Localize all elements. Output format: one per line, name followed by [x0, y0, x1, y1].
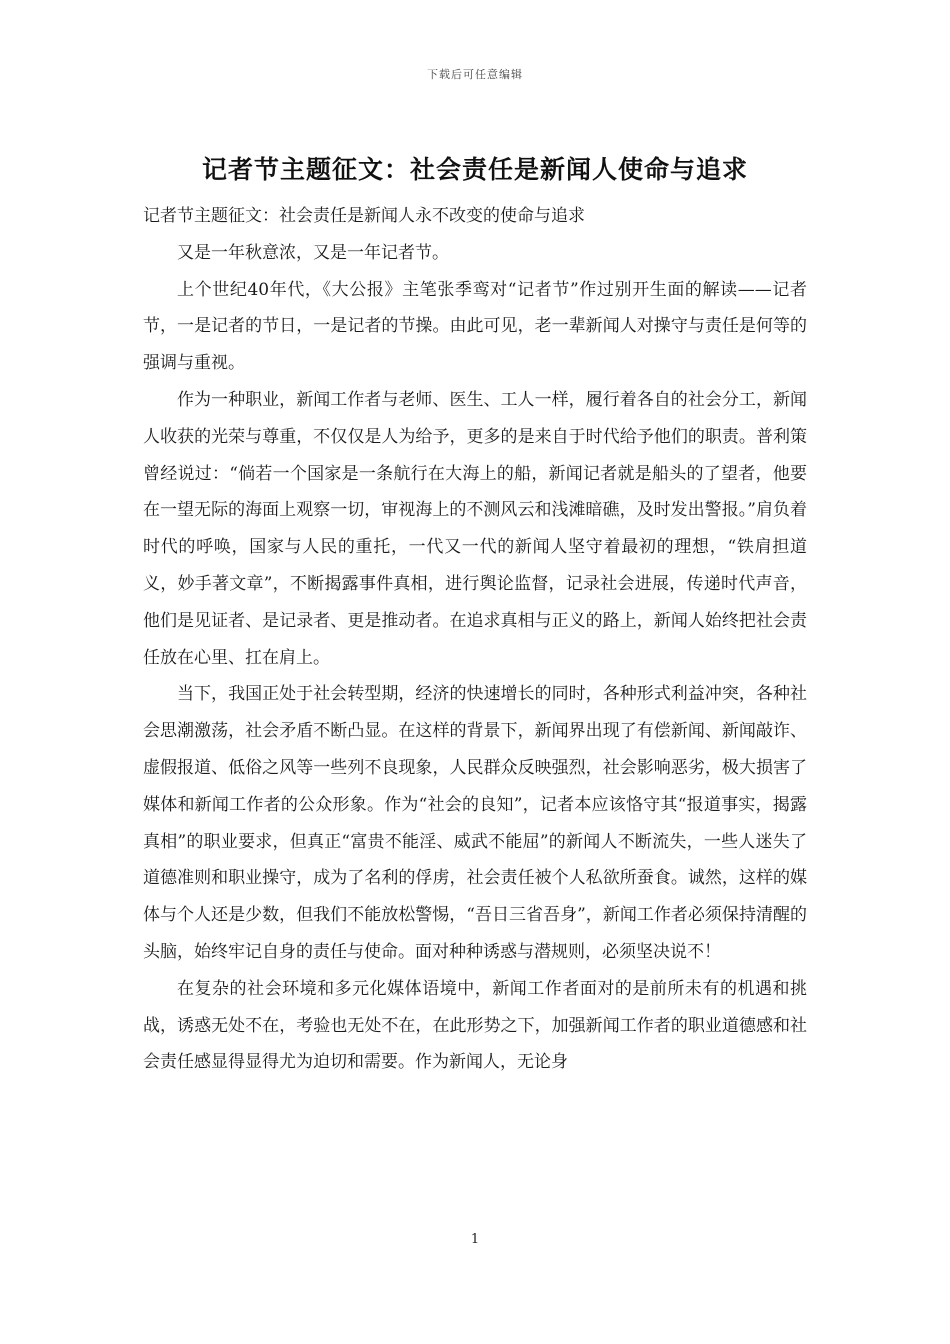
- paragraph-4: 当下，我国正处于社会转型期，经济的快速增长的同时，各种形式利益冲突，各种社会思潮激荡，社会矛盾不断凸显。在这样的背景下，新闻界出现了有偿新闻、新闻敲诈、虚假报道、低俗之风等一些列不良现象，人民群众反映强烈，社会影响恶劣，极大损害了媒体和新闻工作者的公众形象。作为“社会的良知”，记者本应该恪守其“报道事实，揭露真相”的职业要求，但真正“富贵不能淫、威武不能屈”的新闻人不断流失，一些人迷失了道德准则和职业操守，成为了名利的俘虏，社会责任被个人私欲所蚕食。诚然，这样的媒体与个人还是少数，但我们不能放松警惕，“吾日三省吾身”，新闻工作者必须保持清醒的头脑，始终牢记自身的责任与使命。面对种种诱惑与潜规则，必须坚决说不！: [143, 684, 807, 962]
- document-title: 记者节主题征文：社会责任是新闻人使命与追求: [201, 155, 748, 184]
- page-number: 1: [470, 1232, 480, 1247]
- paragraph-3: 作为一种职业，新闻工作者与老师、医生、工人一样，履行着各自的社会分工，新闻人收获的光荣与尊重，不仅仅是人为给予，更多的是来自于时代给予他们的职责。普利策曾经说过：“倘若一个国家是一条航行在大海上的船，新闻记者就是船头的了望者，他要在一望无际的海面上观察一切，审视海上的不测风云和浅滩暗礁，及时发出警报。”肩负着时代的呼唤，国家与人民的重托，一代又一代的新闻人坚守着最初的理想，“铁肩担道义，妙手著文章”，不断揭露事件真相，进行舆论监督，记录社会进展，传递时代声音，他们是见证者、是记录者、更是推动者。在追求真相与正义的路上，新闻人始终把社会责任放在心里、扛在肩上。: [143, 389, 807, 668]
- header-note: 下载后可任意编辑: [427, 68, 523, 81]
- subtitle-line: 记者节主题征文：社会责任是新闻人永不改变的使命与追求: [143, 206, 585, 226]
- paragraph-5: 在复杂的社会环境和多元化媒体语境中，新闻工作者面对的是前所未有的机遇和挑战，诱惑无处不在，考验也无处不在，在此形势之下，加强新闻工作者的职业道德感和社会责任感显得显得尤为迫切和需要。作为新闻人，无论身: [143, 978, 807, 1073]
- paragraph-1: 又是一年秋意浓，又是一年记者节。: [177, 242, 449, 263]
- paragraph-2: 上个世纪40年代，《大公报》主笔张季鸾对“记者节”作过别开生面的解读——记者节，一是记者的节日，一是记者的节操。由此可见，老一辈新闻人对操守与责任是何等的强调与重视。: [143, 279, 807, 374]
- document-body: [143, 198, 807, 1081]
